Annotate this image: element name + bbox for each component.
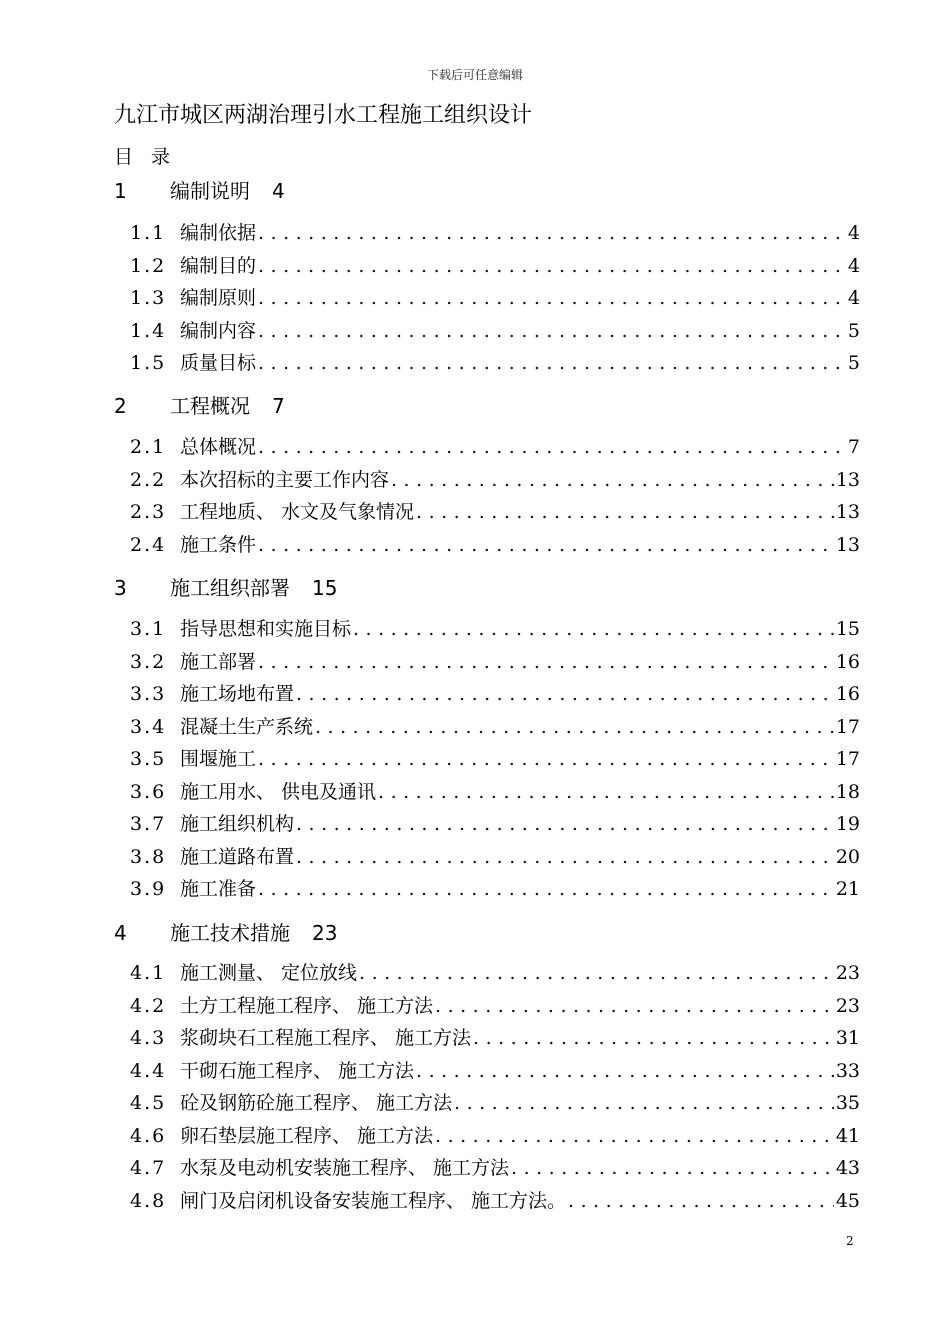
entry-number: 4.1	[130, 962, 167, 984]
entry-page: 17	[835, 748, 860, 770]
entry-page: 16	[835, 650, 860, 673]
entry-number: 2.4	[130, 533, 167, 556]
entry-title: 卵石垫层施工程序、 施工方法	[180, 1124, 434, 1147]
entry-number: 3.4	[130, 715, 167, 738]
chapter-number: 3	[114, 576, 127, 600]
dot-leader	[256, 349, 846, 377]
entry-number: 3.6	[130, 780, 167, 803]
chapter-page: 4	[272, 179, 285, 203]
dot-leader	[471, 1024, 834, 1052]
dot-leader	[294, 680, 834, 708]
page-number: 2	[846, 1234, 854, 1248]
entry-page: 35	[835, 1092, 860, 1114]
entry-number: 1.5	[130, 352, 167, 374]
entry-number: 3.9	[130, 878, 167, 900]
toc-entry[interactable]	[130, 680, 860, 708]
dot-leader	[256, 219, 846, 247]
entry-title: 总体概况	[180, 436, 257, 458]
toc-entry[interactable]	[130, 875, 860, 903]
dot-leader	[357, 959, 834, 987]
chapter-title: 编制说明	[170, 179, 250, 203]
entry-page: 43	[835, 1157, 860, 1179]
dot-leader	[414, 498, 834, 526]
toc-entry[interactable]	[130, 317, 860, 345]
entry-number: 2.3	[130, 501, 167, 523]
entry-title: 编制原则	[180, 287, 257, 309]
header-note: 下载后可任意编辑	[426, 68, 523, 82]
entry-title: 编制依据	[180, 222, 257, 244]
toc-entry[interactable]	[130, 778, 860, 806]
dot-leader	[294, 810, 834, 838]
entry-number: 4.5	[130, 1092, 167, 1114]
dot-leader	[414, 1057, 834, 1085]
dot-leader	[256, 745, 834, 773]
dot-leader	[256, 252, 846, 280]
entry-page: 23	[835, 962, 860, 984]
toc-chapter[interactable]	[114, 918, 337, 948]
toc-entry[interactable]	[130, 1122, 860, 1150]
entry-page: 20	[835, 845, 860, 868]
entry-number: 2.1	[130, 436, 167, 458]
entry-title: 土方工程施工程序、 施工方法	[180, 994, 434, 1017]
entry-title: 干砌石施工程序、 施工方法	[180, 1059, 415, 1082]
entry-title: 施工部署	[180, 650, 257, 673]
entry-number: 4.3	[130, 1027, 167, 1049]
toc-entry[interactable]	[130, 1089, 860, 1117]
dot-leader	[256, 433, 846, 461]
entry-number: 3.3	[130, 683, 167, 705]
toc-heading-char-2: 录	[151, 146, 171, 168]
toc-entry[interactable]	[130, 959, 860, 987]
chapter-page: 15	[312, 576, 338, 600]
entry-title: 施工场地布置	[180, 683, 295, 705]
entry-page: 16	[835, 683, 860, 705]
toc-entry[interactable]	[130, 498, 860, 526]
chapter-number: 1	[114, 179, 127, 203]
entry-number: 3.7	[130, 813, 167, 835]
entry-number: 4.7	[130, 1157, 167, 1179]
entry-title: 施工条件	[180, 533, 257, 556]
toc-entry[interactable]	[130, 992, 860, 1020]
dot-leader	[256, 284, 846, 312]
dot-leader	[566, 1187, 834, 1215]
entry-number: 3.1	[130, 618, 167, 640]
entry-title: 本次招标的主要工作内容	[180, 468, 390, 491]
entry-title: 混凝土生产系统	[180, 715, 314, 738]
entry-number: 4.4	[130, 1059, 167, 1082]
entry-page: 7	[847, 436, 860, 458]
toc-entry[interactable]	[130, 284, 860, 312]
dot-leader	[433, 1122, 834, 1150]
toc-entry[interactable]	[130, 349, 860, 377]
toc-entry[interactable]	[130, 648, 860, 676]
dot-leader	[376, 778, 834, 806]
entry-page: 19	[835, 813, 860, 835]
toc-entry[interactable]	[130, 433, 860, 461]
entry-page: 15	[835, 618, 860, 640]
dot-leader	[313, 713, 834, 741]
toc-chapter[interactable]	[114, 176, 285, 206]
entry-title: 指导思想和实施目标	[180, 618, 352, 640]
chapter-title: 施工组织部署	[170, 576, 290, 600]
entry-page: 17	[835, 715, 860, 738]
entry-page: 4	[847, 287, 860, 309]
entry-number: 4.2	[130, 994, 167, 1017]
entry-number: 1.1	[130, 222, 167, 244]
toc-entry[interactable]	[130, 843, 860, 871]
entry-page: 23	[835, 994, 860, 1017]
entry-number: 4.6	[130, 1124, 167, 1147]
entry-title: 施工准备	[180, 878, 257, 900]
entry-number: 3.5	[130, 748, 167, 770]
entry-title: 工程地质、 水文及气象情况	[180, 501, 415, 523]
entry-page: 4	[847, 222, 860, 244]
entry-page: 41	[835, 1124, 860, 1147]
entry-page: 13	[835, 501, 860, 523]
entry-page: 33	[835, 1059, 860, 1082]
toc-heading-char-1: 目	[114, 146, 134, 168]
dot-leader	[294, 843, 834, 871]
entry-title: 质量目标	[180, 352, 257, 374]
dot-leader	[433, 992, 834, 1020]
entry-title: 闸门及启闭机设备安装施工程序、 施工方法。	[180, 1189, 567, 1212]
entry-page: 18	[835, 780, 860, 803]
dot-leader	[256, 648, 834, 676]
toc-entry[interactable]	[130, 531, 860, 559]
document-title: 九江市城区两湖治理引水工程施工组织设计	[114, 103, 533, 128]
entry-page: 4	[847, 254, 860, 277]
dot-leader	[256, 531, 834, 559]
toc-entry[interactable]	[130, 219, 860, 247]
entry-page: 13	[835, 533, 860, 556]
entry-title: 水泵及电动机安装施工程序、 施工方法	[180, 1157, 510, 1179]
chapter-page: 23	[312, 921, 338, 945]
dot-leader	[256, 875, 834, 903]
chapter-number: 2	[114, 394, 127, 418]
toc-entry[interactable]	[130, 252, 860, 280]
chapter-title: 施工技术措施	[170, 921, 290, 945]
entry-page: 13	[835, 468, 860, 491]
dot-leader	[452, 1089, 834, 1117]
entry-title: 施工测量、 定位放线	[180, 962, 358, 984]
entry-page: 21	[835, 878, 860, 900]
entry-number: 4.8	[130, 1189, 167, 1212]
chapter-number: 4	[114, 921, 127, 945]
toc-entry[interactable]	[130, 1154, 860, 1182]
toc-entry[interactable]	[130, 615, 860, 643]
chapter-page: 7	[272, 394, 285, 418]
dot-leader	[256, 317, 846, 345]
toc-entry[interactable]	[130, 466, 860, 494]
entry-number: 1.2	[130, 254, 167, 277]
entry-page: 31	[835, 1027, 860, 1049]
toc-chapter[interactable]	[114, 573, 337, 603]
entry-number: 2.2	[130, 468, 167, 491]
entry-title: 施工道路布置	[180, 845, 295, 868]
entry-title: 编制内容	[180, 319, 257, 342]
entry-page: 45	[835, 1189, 860, 1212]
entry-title: 施工组织机构	[180, 813, 295, 835]
entry-number: 1.3	[130, 287, 167, 309]
entry-number: 3.2	[130, 650, 167, 673]
entry-number: 3.8	[130, 845, 167, 868]
toc-entry[interactable]	[130, 1024, 860, 1052]
dot-leader	[389, 466, 834, 494]
entry-title: 编制目的	[180, 254, 257, 277]
entry-page: 5	[847, 319, 860, 342]
toc-entry[interactable]	[130, 745, 860, 773]
toc-entry[interactable]	[130, 1057, 860, 1085]
dot-leader	[351, 615, 834, 643]
toc-chapter[interactable]	[114, 391, 285, 421]
toc-entry[interactable]	[130, 1187, 860, 1215]
entry-page: 5	[847, 352, 860, 374]
dot-leader	[509, 1154, 834, 1182]
chapter-title: 工程概况	[170, 394, 250, 418]
toc-entry[interactable]	[130, 810, 860, 838]
toc-entry[interactable]	[130, 713, 860, 741]
entry-title: 浆砌块石工程施工程序、 施工方法	[180, 1027, 472, 1049]
entry-title: 砼及钢筋砼施工程序、 施工方法	[180, 1092, 453, 1114]
entry-title: 围堰施工	[180, 748, 257, 770]
entry-title: 施工用水、 供电及通讯	[180, 780, 377, 803]
entry-number: 1.4	[130, 319, 167, 342]
